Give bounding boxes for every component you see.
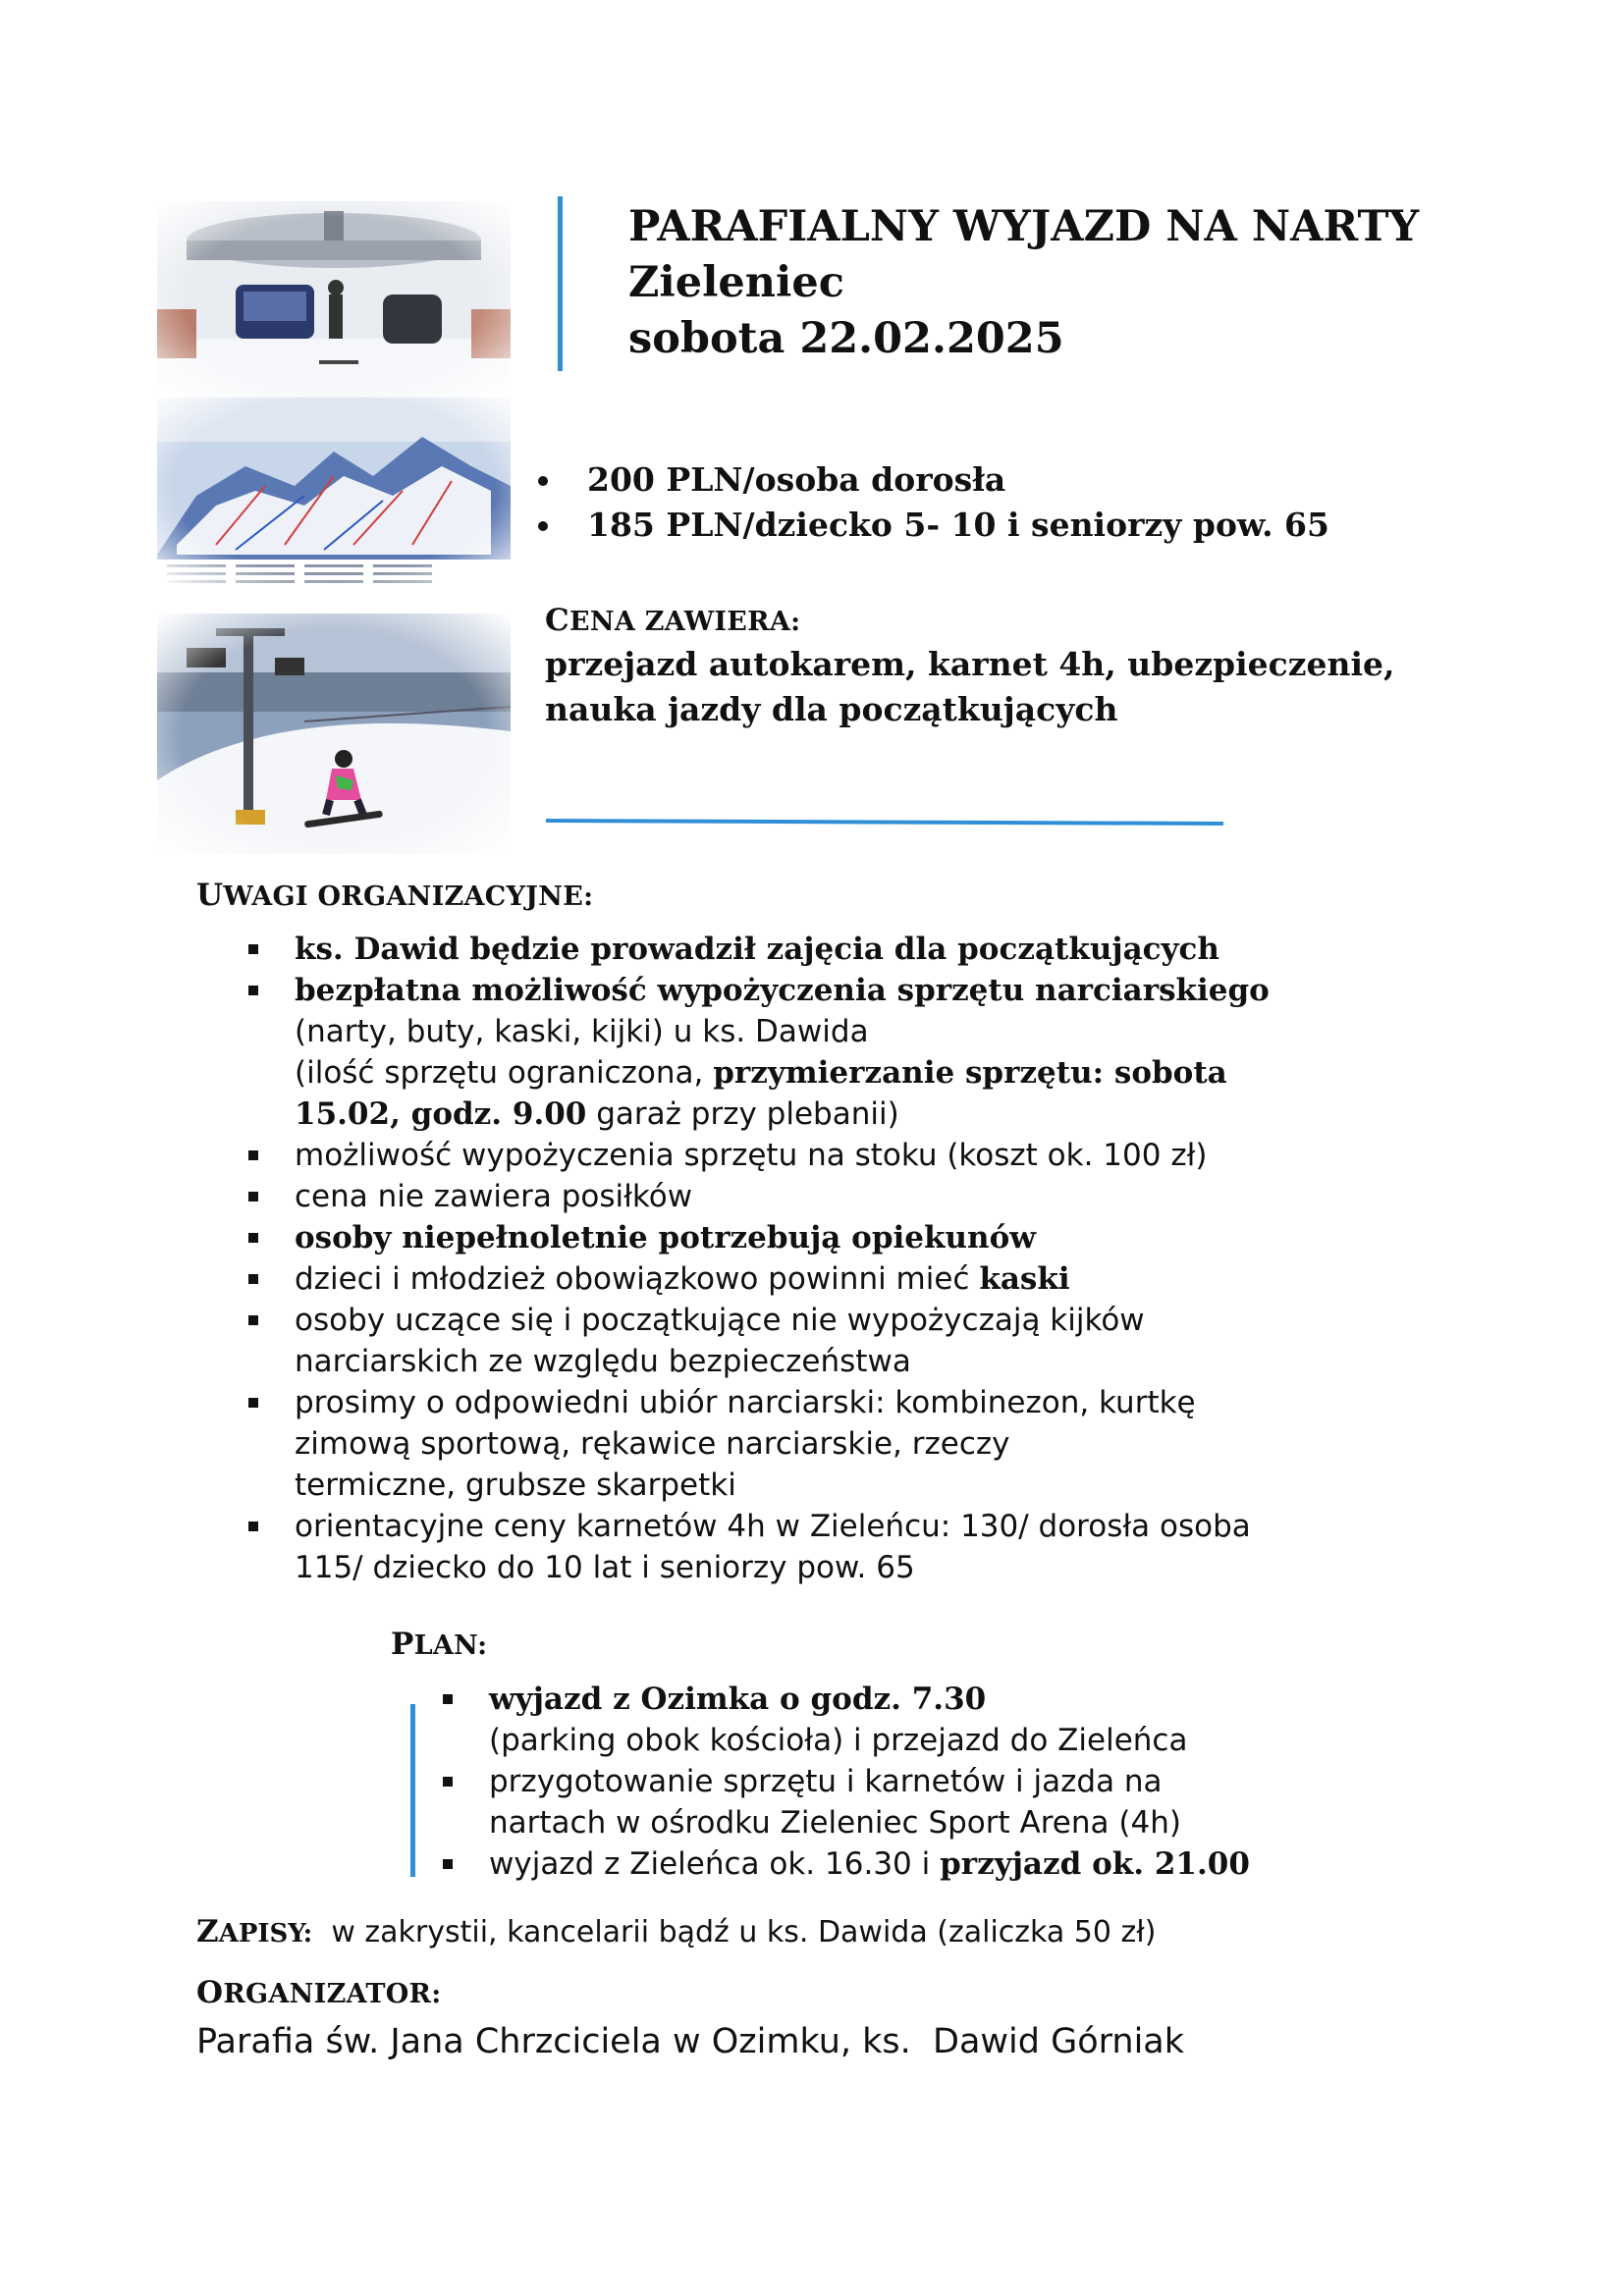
section-divider xyxy=(546,819,1223,826)
price-child-senior: 185 PLN/dziecko 5- 10 i seniorzy pow. 65 xyxy=(530,503,1329,548)
bullet-icon xyxy=(248,1315,258,1325)
plan-list xyxy=(440,1679,1250,1885)
list-item: ks. Dawid będzie prowadził zajęcia dla początkujących xyxy=(245,929,1326,970)
title-line-event: PARAFIALNY WYJAZD NA NARTY xyxy=(628,202,1420,251)
page-title xyxy=(628,199,1419,367)
list-item: bezpłatna możliwość wypożyczenia sprzętu narciarskiego (narty, buty, kaski, kijki) u ks. Dawida (ilość sprzętu ograniczona, przymierzanie sprzętu: sobota 15.02, godz. 9.00 garaż przy plebanii) xyxy=(245,970,1326,1135)
list-item: cena nie zawiera posiłków xyxy=(245,1176,1326,1217)
list-item: osoby niepełnoletnie potrzebują opiekunów xyxy=(245,1217,1326,1258)
bullet-icon xyxy=(248,1274,258,1284)
ski-lift-station-photo xyxy=(157,201,511,398)
bullet-icon xyxy=(443,1859,453,1869)
bullet-icon xyxy=(248,1522,258,1531)
registration-label: ZAPISY: xyxy=(196,1914,313,1949)
price-includes-label: CENA ZAWIERA: xyxy=(545,603,801,638)
registration-info xyxy=(196,1914,1156,1949)
header-accent-bar xyxy=(558,196,563,371)
snowboarder-photo xyxy=(157,614,511,854)
organizer-label: ORGANIZATOR: xyxy=(196,1975,442,2010)
list-item: wyjazd z Ozimka o godz. 7.30 (parking obok kościoła) i przejazd do Zieleńca xyxy=(440,1679,1250,1761)
bullet-icon xyxy=(248,1192,258,1201)
list-item: orientacyjne ceny karnetów 4h w Zieleńcu: 130/ dorosła osoba 115/ dziecko do 10 lat i seniorzy pow. 65 xyxy=(245,1506,1326,1588)
title-line-date: sobota 22.02.2025 xyxy=(628,314,1064,363)
plan-label: PLAN: xyxy=(391,1627,488,1662)
list-item: osoby uczące się i początkujące nie wypożyczają kijków narciarskich ze względu bezpieczeństwa xyxy=(245,1300,1326,1382)
list-item: możliwość wypożyczenia sprzętu na stoku (koszt ok. 100 zł) xyxy=(245,1135,1326,1176)
price-includes-text: przejazd autokarem, karnet 4h, ubezpieczenie, nauka jazdy dla początkujących xyxy=(545,645,1395,728)
bullet-icon xyxy=(248,944,258,954)
photo-collage xyxy=(157,201,511,854)
plan-accent-bar xyxy=(410,1704,415,1877)
organizer-text: Parafia św. Jana Chrzciciela w Ozimku, ks. Dawid Górniak xyxy=(196,2022,1185,2061)
slope-map-image xyxy=(157,398,511,594)
bullet-icon xyxy=(538,476,548,486)
price-adult: 200 PLN/osoba dorosła xyxy=(530,457,1329,503)
registration-text: w zakrystii, kancelarii bądź u ks. Dawida (zaliczka 50 zł) xyxy=(312,1915,1157,1949)
list-item: dzieci i młodzież obowiązkowo powinni mieć kaski xyxy=(245,1258,1326,1300)
bullet-icon xyxy=(248,986,258,995)
organizational-notes-label: UWAGI ORGANIZACYJNE: xyxy=(196,878,594,913)
bullet-icon xyxy=(443,1777,453,1787)
bullet-icon xyxy=(248,1398,258,1408)
bullet-icon xyxy=(538,521,548,531)
list-item: przygotowanie sprzętu i karnetów i jazda na nartach w ośrodku Zieleniec Sport Arena (4h) xyxy=(440,1761,1250,1843)
bullet-icon xyxy=(248,1233,258,1243)
list-item: wyjazd z Zieleńca ok. 16.30 i przyjazd ok. 21.00 xyxy=(440,1843,1250,1885)
title-line-location: Zieleniec xyxy=(628,258,844,307)
bullet-icon xyxy=(443,1694,453,1704)
bullet-icon xyxy=(248,1150,258,1160)
price-list xyxy=(530,457,1329,548)
list-item: prosimy o odpowiedni ubiór narciarski: kombinezon, kurtkę zimową sportową, rękawice narciarskie, rzeczy termiczne, grubsze skarpetki xyxy=(245,1382,1326,1506)
organizational-notes-list xyxy=(245,929,1326,1588)
